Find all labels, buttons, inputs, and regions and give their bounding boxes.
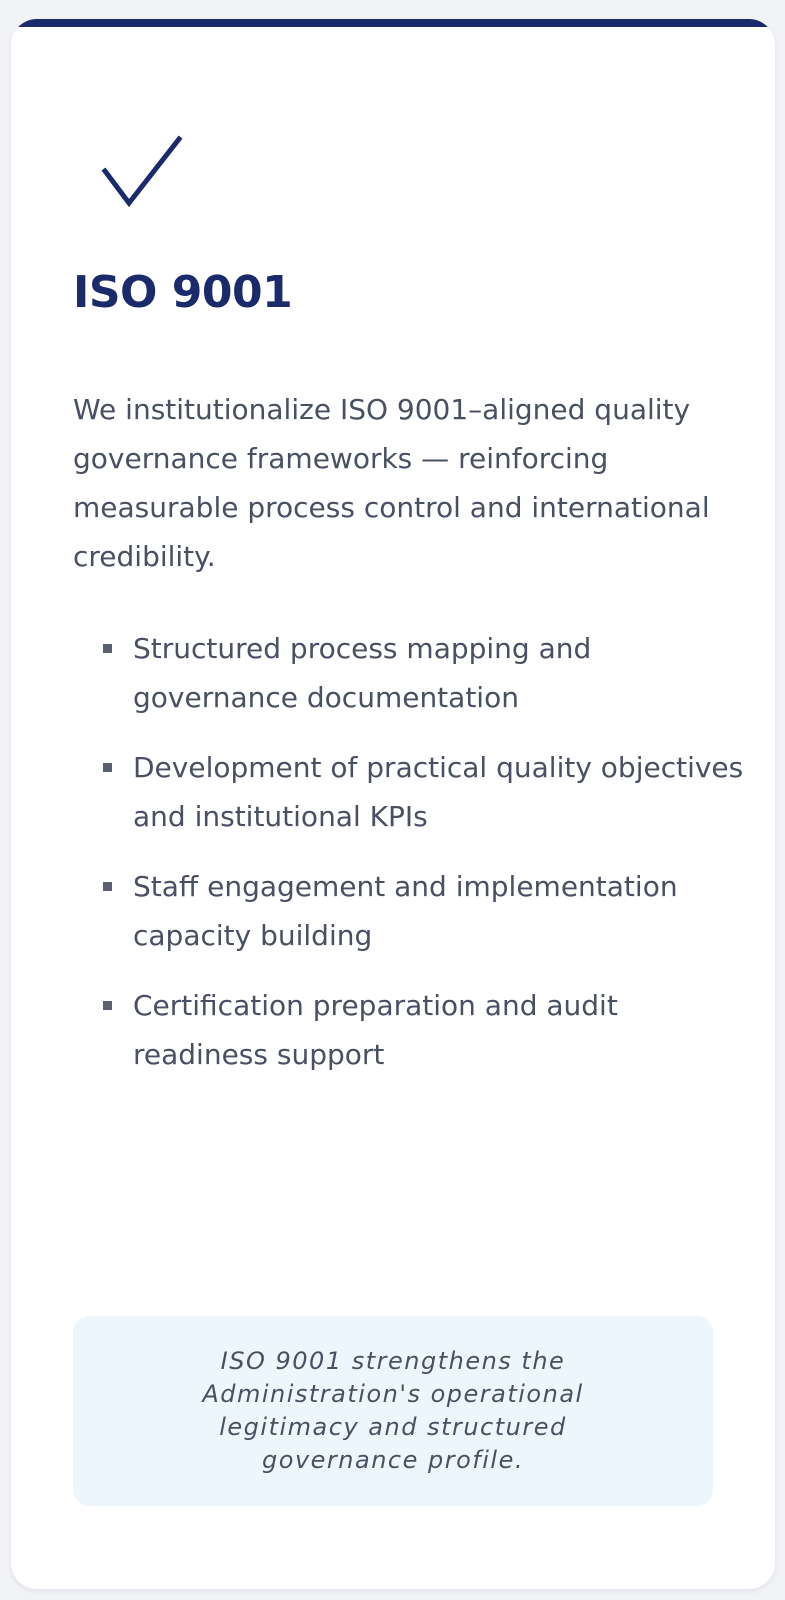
bullet-icon [103,882,112,891]
feature-text: Structured process mapping and governance documentation [133,632,592,714]
callout-text: ISO 9001 strengthens the Administration's operational legitimacy and structured governance profile. [202,1347,584,1474]
feature-text: Certification preparation and audit readiness support [133,989,618,1071]
card-title: ISO 9001 [73,267,293,318]
feature-text: Staff engagement and implementation capacity building [133,870,678,952]
card-accent-border [11,19,775,27]
bullet-icon [103,763,112,772]
checkmark-icon [91,117,191,217]
feature-item [103,743,753,841]
bullet-icon [103,1001,112,1010]
feature-text: Development of practical quality objectives and institutional KPIs [133,751,744,833]
iso-9001-card [11,19,775,1589]
card-description: We institutionalize ISO 9001–aligned quality governance frameworks — reinforcing measurable process control and international credibility. [73,393,710,573]
feature-item [103,862,753,960]
feature-list [103,624,753,1100]
feature-item [103,981,753,1079]
callout-box [73,1316,713,1506]
bullet-icon [103,644,112,653]
feature-item [103,624,753,722]
